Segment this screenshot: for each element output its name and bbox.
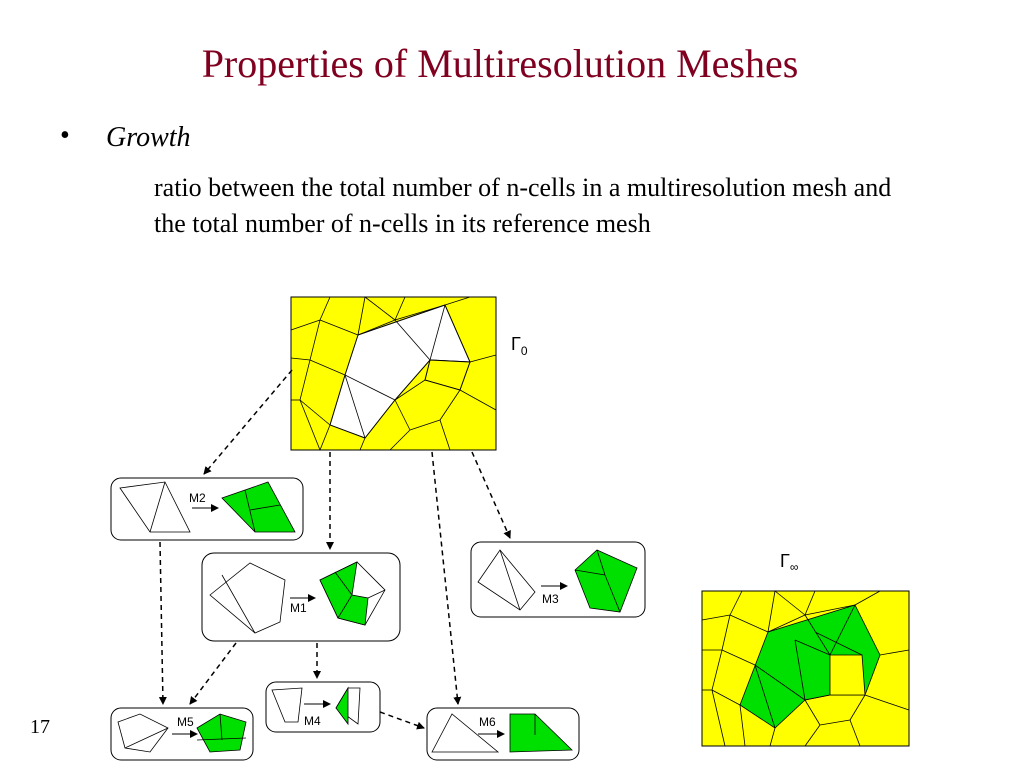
slide-number: 17 xyxy=(30,716,50,738)
mod-box-m3 xyxy=(471,542,645,617)
mod-label: M4 xyxy=(304,714,321,728)
gamma-inf-label: $\Gamma_\infty$ xyxy=(780,551,799,574)
bullet-marker: • xyxy=(60,120,70,151)
mod-label: M3 xyxy=(542,592,559,606)
gamma0-label: $\Gamma_0$ xyxy=(511,334,528,358)
mod-box-m1 xyxy=(202,553,400,641)
mod-box-m5 xyxy=(111,708,253,760)
slide-title: Properties of Multiresolution Meshes xyxy=(201,41,799,86)
arrow-m4-to-m6 xyxy=(380,712,424,728)
mod-box-m2 xyxy=(111,478,303,540)
arrow-m2-to-m5 xyxy=(160,542,163,704)
arrow-m1-to-m5 xyxy=(190,643,236,704)
arrow-gamma0-to-m6 xyxy=(432,452,458,704)
arrow-gamma0-to-m3 xyxy=(472,452,510,538)
mod-box-m6 xyxy=(427,708,579,760)
reference-mesh-gamma0 xyxy=(291,297,496,450)
mod-label: M2 xyxy=(189,491,206,505)
mod-label: M6 xyxy=(479,715,496,729)
bullet-description: ratio between the total number of n-cells in a multiresolution mesh and the total number of n-cells in its reference mesh xyxy=(154,173,892,238)
bullet-term: Growth xyxy=(106,122,191,153)
mod-label: M5 xyxy=(177,715,194,729)
final-mesh-gamma-inf xyxy=(702,591,909,746)
mod-label: M1 xyxy=(290,601,307,615)
arrow-gamma0-to-m2 xyxy=(204,370,292,474)
mod-box-m4 xyxy=(266,682,380,732)
